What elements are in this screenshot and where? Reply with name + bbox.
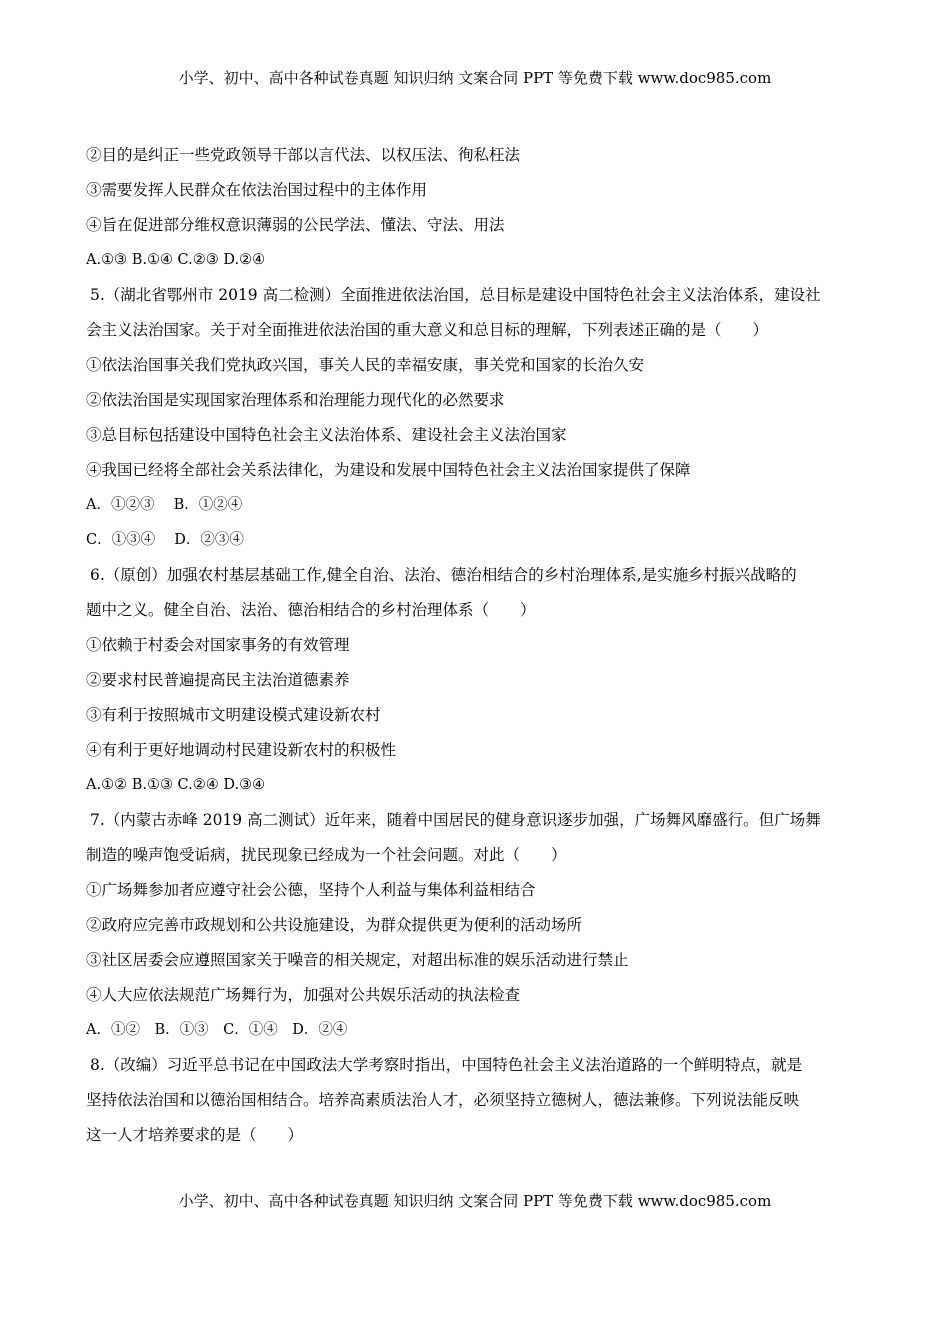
question-7-stem-cont: 制造的噪声饱受诟病，扰民现象已经成为一个社会问题。对此（ ） (86, 846, 567, 864)
option-statement-4: ④人大应依法规范广场舞行为，加强对公共娱乐活动的执法检查 (86, 986, 521, 1004)
answer-choices: A．①② B．①③ C．①④ D．②④ (86, 1022, 348, 1038)
document-body (86, 138, 870, 1153)
option-statement-3: ③社区居委会应遵照国家关于噪音的相关规定，对超出标准的娱乐活动进行禁止 (86, 951, 629, 969)
answer-choices: A．①②③ B．①②④ (86, 497, 243, 513)
option-statement-1: ①依赖于村委会对国家事务的有效管理 (86, 636, 350, 654)
answer-choices: A.①② B.①③ C.②④ D.③④ (86, 777, 266, 793)
option-statement-3: ③总目标包括建设中国特色社会主义法治体系、建设社会主义法治国家 (86, 426, 567, 444)
option-statement-4: ④旨在促进部分维权意识薄弱的公民学法、懂法、守法、用法 (86, 216, 505, 234)
option-statement-3: ③需要发挥人民群众在依法治国过程中的主体作用 (86, 181, 428, 199)
question-8-stem: 8.（改编）习近平总书记在中国政法大学考察时指出，中国特色社会主义法治道路的一个鲜明特点，就是 (90, 1056, 803, 1074)
option-statement-1: ①广场舞参加者应遵守社会公德，坚持个人利益与集体利益相结合 (86, 881, 536, 899)
question-8-stem-cont: 坚持依法治国和以德治国相结合。培养高素质法治人才，必须坚持立德树人，德法兼修。下列说法能反映 (86, 1091, 800, 1109)
option-statement-1: ①依法治国事关我们党执政兴国，事关人民的幸福安康，事关党和国家的长治久安 (86, 356, 645, 374)
option-statement-2: ②政府应完善市政规划和公共设施建设，为群众提供更为便利的活动场所 (86, 916, 583, 934)
question-6-stem: 6.（原创）加强农村基层基础工作,健全自治、法治、德治相结合的乡村治理体系,是实施乡村振兴战略的 (90, 566, 797, 584)
page-header: 小学、初中、高中各种试卷真题 知识归纳 文案合同 PPT 等免费下载 www.doc985.com (178, 69, 772, 87)
question-5-stem: 5.（湖北省鄂州市 2019 高二检测）全面推进依法治国，总目标是建设中国特色社会主义法治体系，建设社 (90, 286, 821, 304)
option-statement-2: ②依法治国是实现国家治理体系和治理能力现代化的必然要求 (86, 391, 505, 409)
question-6-stem-cont: 题中之义。健全自治、法治、德治相结合的乡村治理体系（ ） (86, 601, 536, 619)
page-footer: 小学、初中、高中各种试卷真题 知识归纳 文案合同 PPT 等免费下载 www.doc985.com (178, 1192, 772, 1210)
option-statement-3: ③有利于按照城市文明建设模式建设新农村 (86, 706, 381, 724)
question-5-stem-cont: 会主义法治国家。关于对全面推进依法治国的重大意义和总目标的理解，下列表述正确的是（ ） (86, 321, 769, 339)
question-8-stem-cont: 这一人才培养要求的是（ ） (86, 1126, 304, 1144)
answer-choices: C．①③④ D．②③④ (86, 532, 244, 548)
option-statement-2: ②要求村民普遍提高民主法治道德素养 (86, 671, 350, 689)
option-statement-4: ④我国已经将全部社会关系法律化，为建设和发展中国特色社会主义法治国家提供了保障 (86, 461, 691, 479)
answer-choices: A.①③ B.①④ C.②③ D.②④ (86, 252, 266, 268)
option-statement-2: ②目的是纠正一些党政领导干部以言代法、以权压法、徇私枉法 (86, 146, 521, 164)
question-7-stem: 7.（内蒙古赤峰 2019 高二测试）近年来，随着中国居民的健身意识逐步加强，广场舞风靡盛行。但广场舞 (90, 811, 821, 829)
option-statement-4: ④有利于更好地调动村民建设新农村的积极性 (86, 741, 397, 759)
